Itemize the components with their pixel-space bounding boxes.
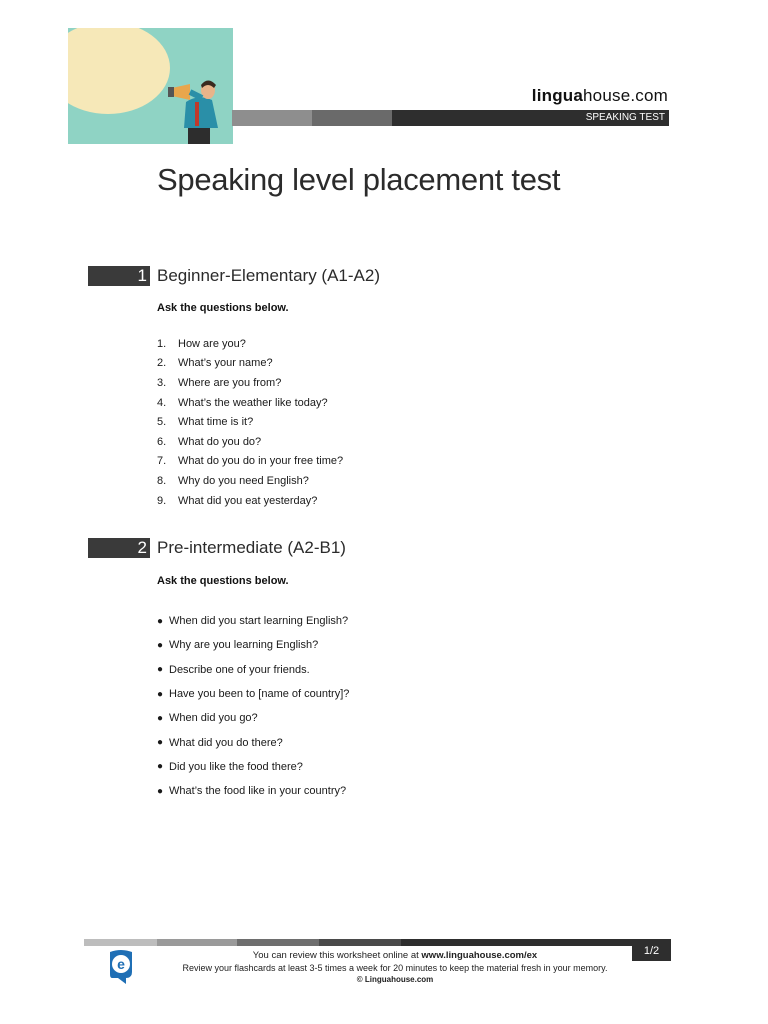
section-1-title: Beginner-Elementary (A1-A2) (157, 266, 380, 285)
section-2-title: Pre-intermediate (A2-B1) (157, 538, 346, 557)
section-2-heading (88, 538, 346, 558)
footer-url[interactable]: www.linguahouse.com/ex (421, 950, 538, 961)
footer-review-link: You can review this worksheet online at www.linguahouse.com/ex (252, 950, 538, 961)
list-item: ● When did you start learning English? (157, 615, 349, 628)
bullet-icon: ● (157, 664, 164, 676)
list-item: 2. What’s your name? (157, 357, 273, 370)
page-title: Speaking level placement test (157, 162, 561, 197)
bullet-icon: ● (157, 639, 164, 651)
footer-copyright: © Linguahouse.com (356, 975, 434, 984)
svg-text:e: e (117, 956, 125, 972)
section-1-instruction: Ask the questions below. (157, 302, 289, 314)
bullet-icon: ● (157, 761, 164, 773)
list-item: 1. How are you? (157, 337, 246, 350)
header-bar (232, 110, 669, 126)
footer-tip: Review your flashcards at least 3-5 times a week for 20 minutes to keep the material fresh in your memory. (182, 963, 608, 973)
list-item: ● When did you go? (157, 712, 258, 725)
section-1-number: 1 (88, 266, 150, 286)
list-item: ● Did you like the food there? (157, 760, 303, 773)
list-item: 9. What did you eat yesterday? (157, 494, 318, 507)
bullet-icon: ● (157, 712, 164, 724)
list-item: ● What’s the food like in your country? (157, 785, 347, 798)
section-2-questions (157, 609, 349, 803)
footer-bar (84, 939, 632, 946)
list-item: 8. Why do you need English? (157, 474, 309, 487)
section-label: SPEAKING TEST (392, 110, 669, 126)
section-2-instruction: Ask the questions below. (157, 575, 289, 587)
page-number: 1/2 (632, 939, 671, 961)
list-item: 5. What time is it? (157, 416, 254, 429)
list-item: ● Why are you learning English? (157, 639, 319, 652)
list-item: 4. What’s the weather like today? (157, 396, 328, 409)
bullet-icon: ● (157, 737, 164, 749)
header-illustration (68, 28, 233, 144)
list-item: ● Have you been to [name of country]? (157, 688, 350, 701)
bullet-icon: ● (157, 615, 164, 627)
list-item: ● Describe one of your friends. (157, 663, 310, 676)
bullet-icon: ● (157, 785, 164, 797)
list-item: ● What did you do there? (157, 736, 283, 749)
brand-logo: linguahouse.com (531, 86, 668, 105)
copyright-icon: © (356, 975, 363, 984)
list-item: 7. What do you do in your free time? (157, 455, 344, 468)
section-1-questions (157, 334, 343, 510)
section-1-heading (88, 266, 380, 286)
linguahouse-e-icon (106, 948, 136, 984)
list-item: 6. What do you do? (157, 435, 262, 448)
bullet-icon: ● (157, 688, 164, 700)
section-2-number: 2 (88, 538, 150, 558)
list-item: 3. Where are you from? (157, 376, 282, 389)
